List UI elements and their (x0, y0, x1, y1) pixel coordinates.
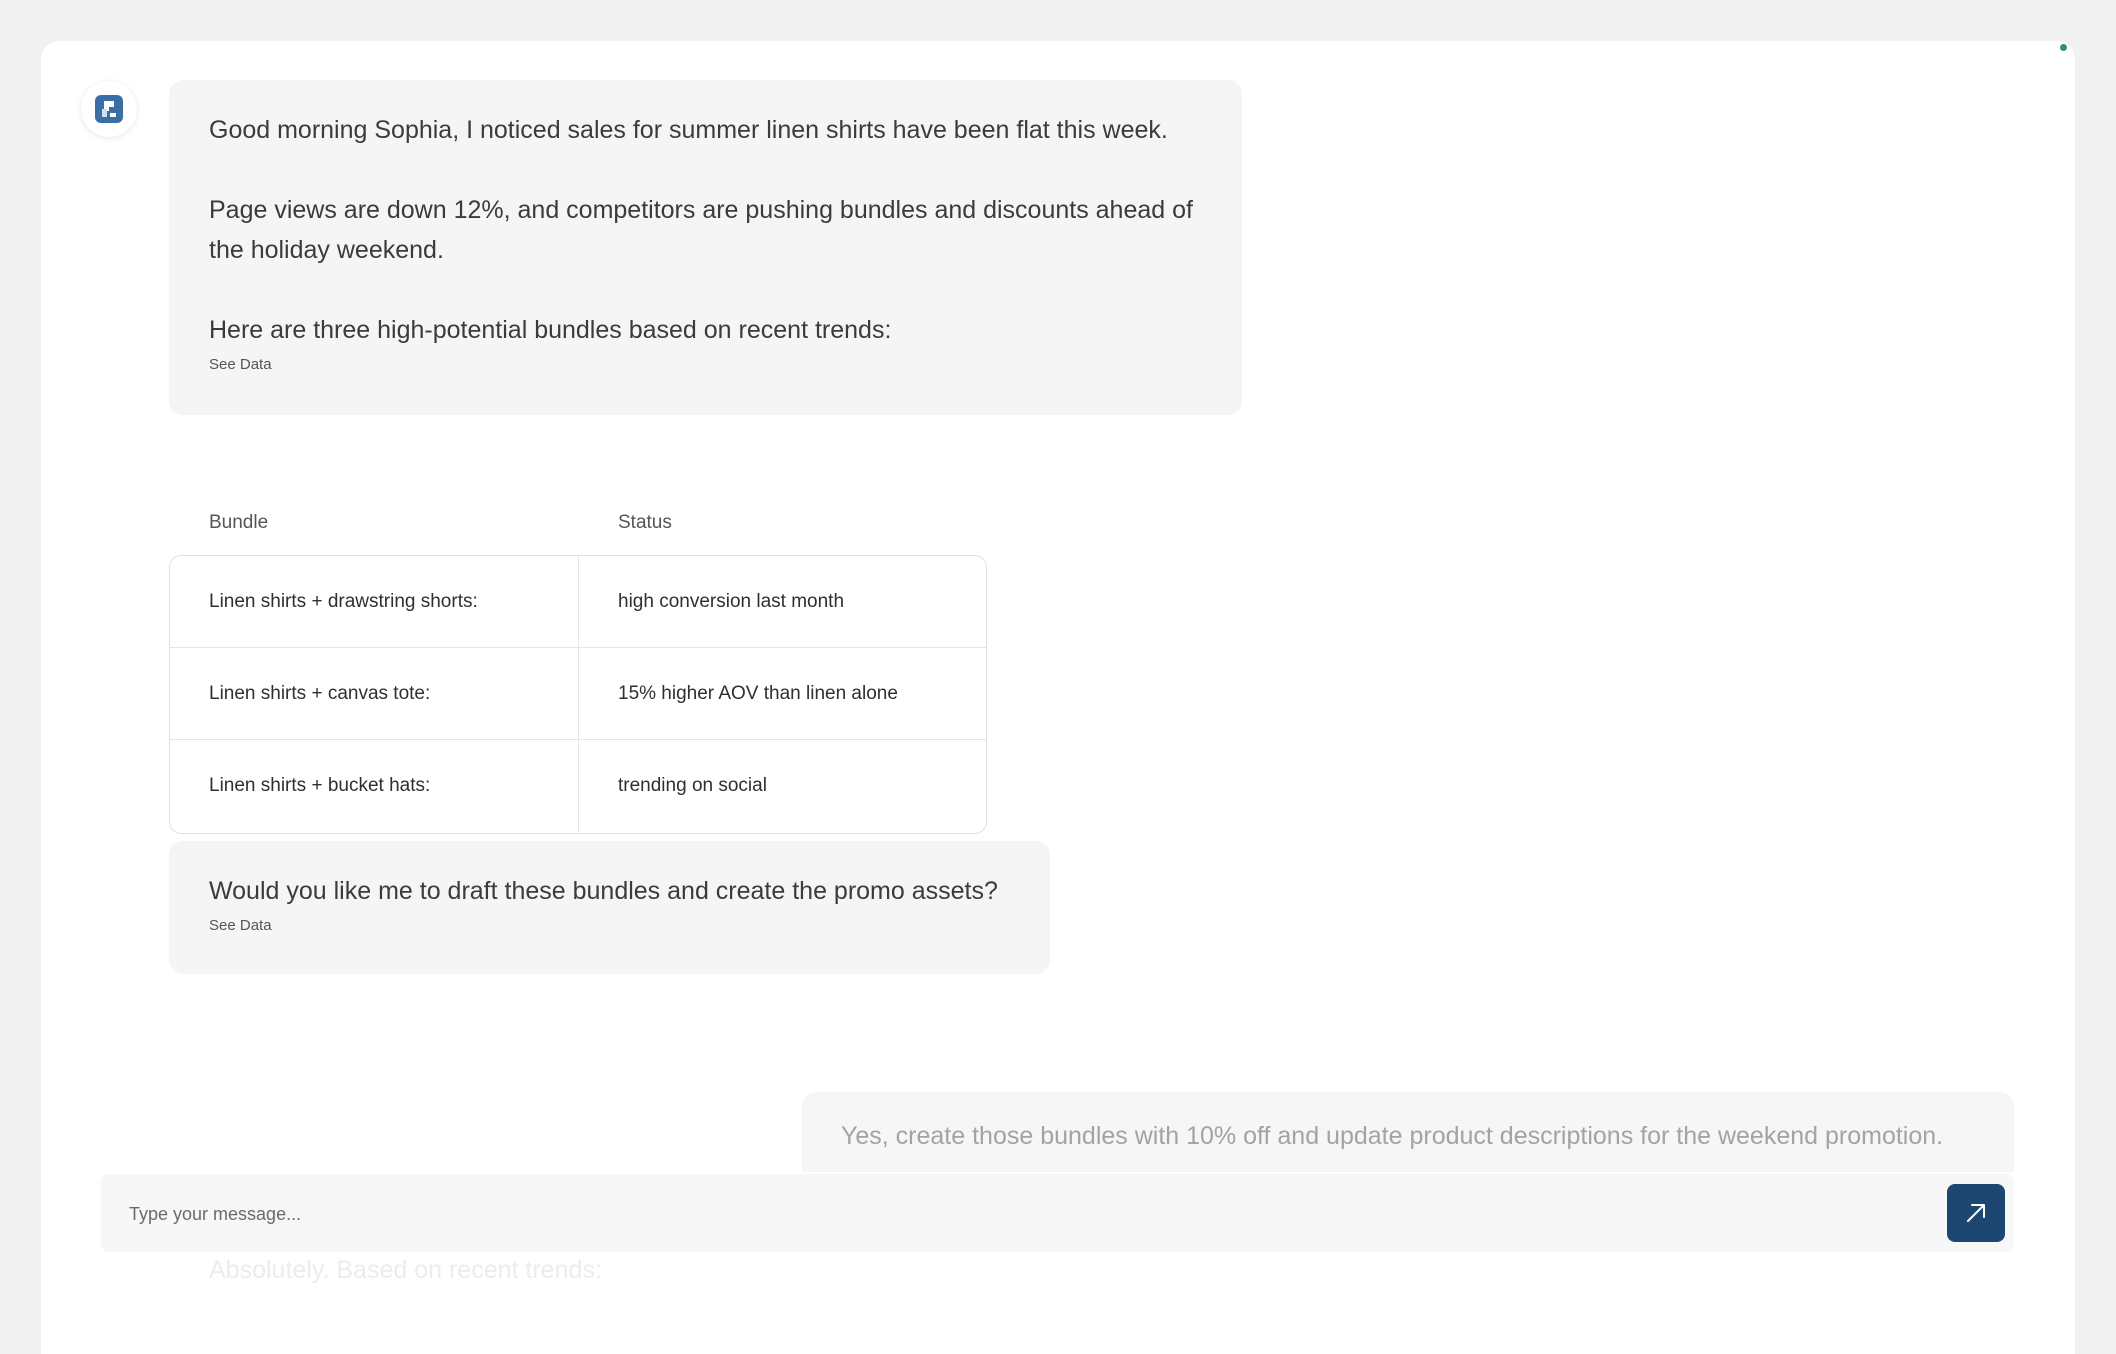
see-data-link[interactable]: See Data (209, 356, 272, 373)
arrow-up-right-icon (1962, 1199, 1990, 1227)
bundles-table (169, 555, 987, 834)
bundle-cell: Linen shirts + drawstring shorts: (209, 590, 478, 612)
status-dot (2060, 44, 2067, 51)
column-header-bundle: Bundle (209, 512, 269, 533)
user-message: Yes, create those bundles with 10% off and update product descriptions for the weekend promotion. (802, 1092, 2014, 1172)
table-row (170, 740, 986, 832)
see-data-link[interactable]: See Data (209, 917, 272, 934)
insight-text: Page views are down 12%, and competitors are pushing bundles and discounts ahead of the holiday weekend. (209, 196, 1193, 264)
table-row (170, 648, 986, 740)
bundle-cell: Linen shirts + canvas tote: (209, 682, 431, 704)
message-composer (101, 1174, 2014, 1252)
question-text: Would you like me to draft these bundles and create the promo assets? (209, 877, 998, 905)
assistant-message-2 (169, 841, 1050, 974)
send-button[interactable] (1947, 1184, 2005, 1242)
status-cell: 15% higher AOV than linen alone (578, 648, 986, 739)
column-header-status: Status (618, 512, 672, 533)
bundle-cell: Linen shirts + bucket hats: (209, 775, 431, 796)
assistant-reply-preview: Absolutely. Based on recent trends: (209, 1256, 602, 1284)
table-header (169, 512, 987, 556)
bundles-intro-text: Here are three high-potential bundles based on recent trends: (209, 316, 892, 344)
greeting-text: Good morning Sophia, I noticed sales for summer linen shirts have been flat this week. (209, 116, 1168, 144)
assistant-logo-icon (95, 95, 123, 123)
assistant-message-1 (169, 80, 1242, 415)
message-input[interactable] (127, 1174, 1931, 1254)
assistant-avatar (81, 81, 137, 137)
status-cell: high conversion last month (578, 556, 986, 647)
status-cell: trending on social (578, 740, 986, 832)
table-row (170, 556, 986, 648)
